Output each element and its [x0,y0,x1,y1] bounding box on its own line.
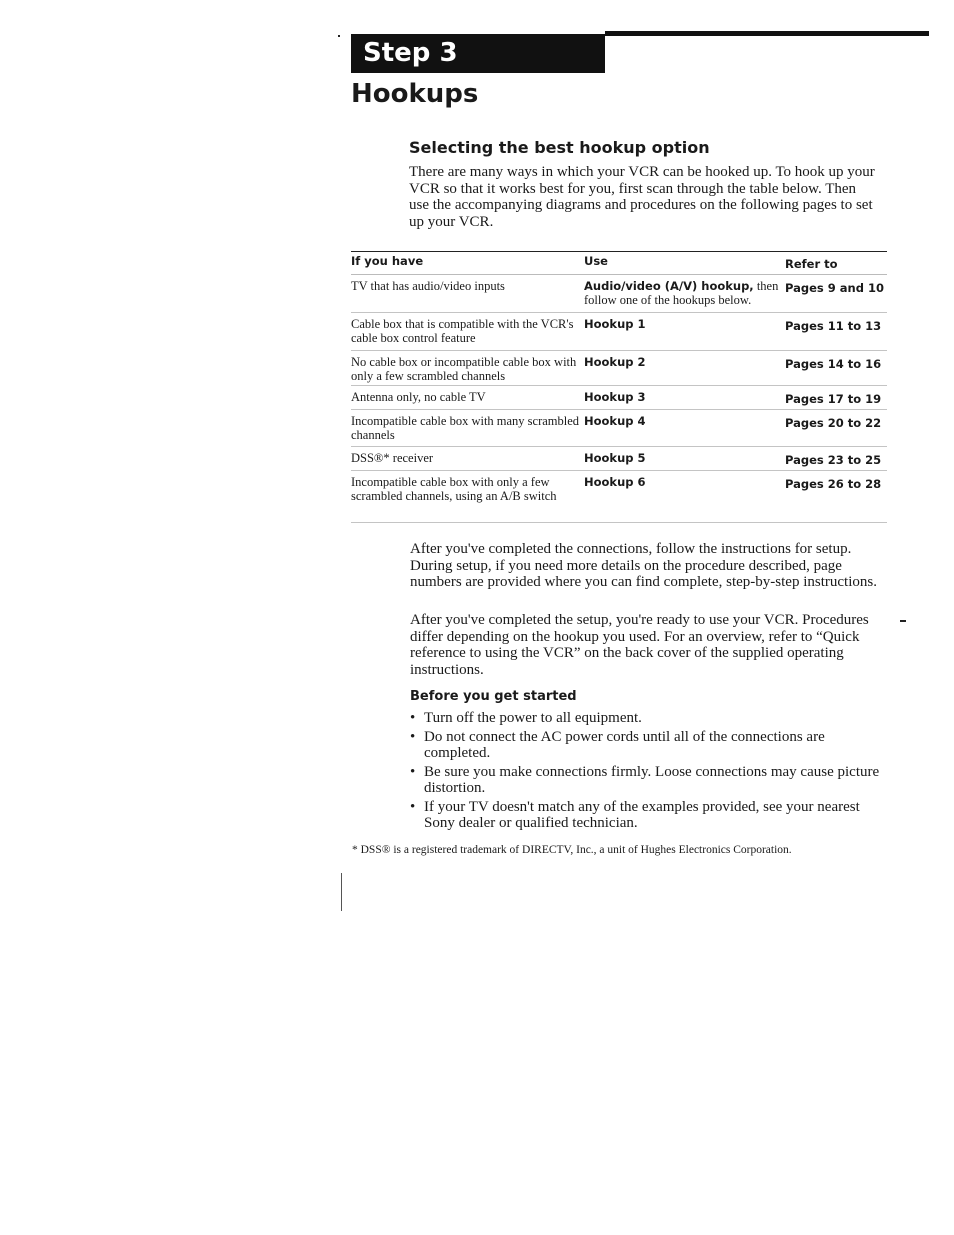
cell-refer-to: Pages 9 and 10 [785,281,884,295]
use-hookup-name: Hookup 3 [584,390,646,404]
list-item [410,764,880,796]
bullet-icon: • [410,764,416,780]
cell-if-you-have: No cable box or incompatible cable box with only a few scrambled channels [351,355,577,383]
bullet-icon: • [410,729,416,745]
cell-refer-to: Pages 14 to 16 [785,357,882,371]
list-item-text: Be sure you make connections firmly. Loose connections may cause picture distortion. [424,764,880,796]
use-hookup-name: Hookup 4 [584,414,646,428]
hookup-options-table [351,251,887,523]
cell-use [584,410,785,446]
after-setup-paragraph: After you've completed the setup, you're ready to use your VCR. Procedures differ depending on the hookup you used. For an overview, refer to “Quick reference to using the VCR” on the back cover of the supplied operating instructions. [410,612,869,678]
cell-refer-to: Pages 17 to 19 [785,392,882,406]
use-hookup-note: then follow one of the hookups below. [584,279,779,307]
header-if-you-have: If you have [351,254,424,268]
cell-if-you-have: Incompatible cable box with only a few scrambled channels, using an A/B switch [351,475,557,503]
page-title: Hookups [351,79,479,109]
table-header-row [351,252,887,275]
scan-mark [900,620,906,622]
bullet-icon: • [410,799,416,815]
use-hookup-name: Audio/video (A/V) hookup, [584,279,754,293]
cell-refer-to: Pages 11 to 13 [785,319,882,333]
step-label: Step 3 [351,34,605,73]
use-hookup-name: Hookup 1 [584,317,646,331]
after-connections-paragraph: After you've completed the connections, follow the instructions for setup. During setup, if you need more details on the procedure described, page numbers are provided where you can find complete, step-by-step instructions. [410,541,877,590]
cell-if-you-have: TV that has audio/video inputs [351,279,505,293]
cell-if-you-have: Cable box that is compatible with the VCR's cable box control feature [351,317,574,345]
before-you-start-title: Before you get started [410,689,577,704]
list-item-text: Turn off the power to all equipment. [424,710,642,726]
use-hookup-name: Hookup 6 [584,475,646,489]
table-row [351,447,887,471]
cell-use [584,447,785,470]
cell-refer-to: Pages 23 to 25 [785,453,882,467]
table-row [351,386,887,410]
cell-if-you-have: Incompatible cable box with many scrambled channels [351,414,580,442]
cell-use [584,351,785,385]
cell-if-you-have: DSS®* receiver [351,451,434,465]
use-hookup-name: Hookup 5 [584,451,646,465]
use-hookup-name: Hookup 2 [584,355,646,369]
cell-use [584,471,785,522]
list-item-text: Do not connect the AC power cords until all of the connections are completed. [424,729,825,761]
table-row [351,313,887,351]
list-item [410,729,880,761]
list-item [410,710,880,726]
cell-use [584,386,785,409]
before-you-start-list [410,710,880,834]
cell-refer-to: Pages 26 to 28 [785,477,882,491]
table-row [351,275,887,313]
intro-paragraph: There are many ways in which your VCR can be hooked up. To hook up your VCR so that it works best for you, first scan through the table below. Then use the accompanying diagrams and procedures on the following pages to set up your VCR. [409,164,875,230]
table-row [351,351,887,386]
cell-refer-to: Pages 20 to 22 [785,416,882,430]
table-row [351,410,887,447]
margin-line [341,873,342,911]
cell-use [584,313,785,350]
table-row [351,471,887,523]
section-title: Selecting the best hookup option [409,138,710,157]
cell-if-you-have: Antenna only, no cable TV [351,390,486,404]
trademark-footnote: * DSS® is a registered trademark of DIRECTV, Inc., a unit of Hughes Electronics Corporation. [352,844,792,856]
scan-mark [338,35,340,37]
list-item-text: If your TV doesn't match any of the examples provided, see your nearest Sony dealer or qualified technician. [424,799,860,831]
bullet-icon: • [410,710,416,726]
header-refer-to: Refer to [785,257,838,271]
cell-use [584,275,785,312]
header-use: Use [584,254,608,268]
header-rule [605,31,929,36]
list-item [410,799,880,831]
